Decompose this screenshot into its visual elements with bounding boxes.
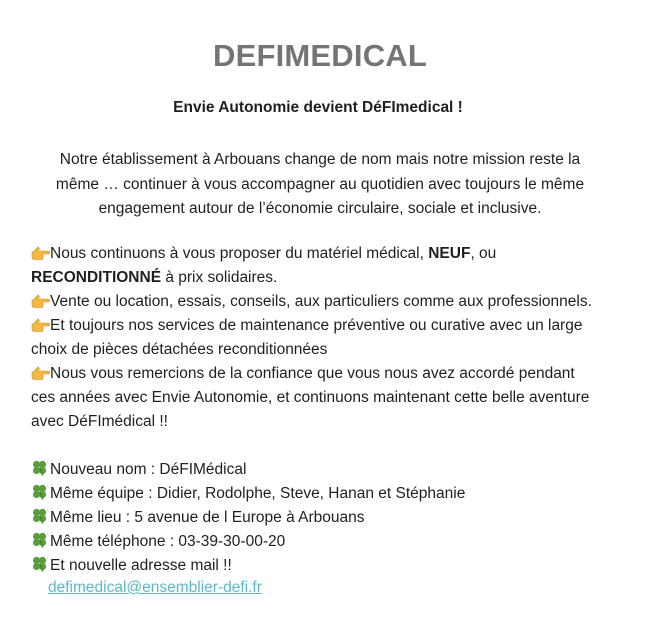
contact-item-place: Même lieu : 5 avenue de l Europe à Arbouans [31, 506, 651, 530]
points-list [31, 242, 651, 434]
point-item-cont: choix de pièces détachées reconditionnées [31, 341, 328, 358]
intro-line: même … continuer à vous accompagner au quotidien avec toujours le même [55, 175, 585, 193]
contact-item-name: Nouveau nom : DéFIMédical [31, 458, 651, 482]
email-link-wrapper [48, 579, 262, 597]
pointing-hand-icon [31, 316, 50, 332]
contact-item-team: Même équipe : Didier, Rodolphe, Steve, Hanan et Stéphanie [31, 482, 651, 506]
contact-item-phone: Même téléphone : 03-39-30-00-20 [31, 530, 651, 554]
point-item: Nous continuons à vous proposer du matériel médical, NEUF, ou [31, 242, 651, 266]
four-leaf-clover-icon [31, 459, 50, 476]
page-title: DEFIMEDICAL [212, 38, 428, 73]
four-leaf-clover-icon [31, 531, 50, 548]
intro-line: engagement autour de l’économie circulaire, sociale et inclusive. [98, 200, 542, 217]
pointing-hand-icon [31, 364, 50, 380]
page-subtitle: Envie Autonomie devient DéFImedical ! [173, 99, 463, 116]
four-leaf-clover-icon [31, 507, 50, 524]
point-item: Et toujours nos services de maintenance préventive ou curative avec un large [31, 314, 651, 338]
contact-list [31, 458, 651, 578]
email-link[interactable]: defimedical@ensemblier-defi.fr [48, 579, 262, 596]
pointing-hand-icon [31, 244, 50, 260]
point-item: Nous vous remercions de la confiance que vous nous avez accordé pendant [31, 362, 651, 386]
four-leaf-clover-icon [31, 555, 50, 572]
point-item: Vente ou location, essais, conseils, aux particuliers comme aux professionnels. [31, 290, 651, 314]
neuf-label: NEUF [428, 245, 471, 262]
reconditionne-label: RECONDITIONNÉ [31, 269, 162, 286]
four-leaf-clover-icon [31, 483, 50, 500]
intro-line: Notre établissement à Arbouans change de nom mais notre mission reste la [59, 151, 581, 168]
pointing-hand-icon [31, 292, 50, 308]
intro-paragraph [40, 148, 600, 222]
contact-item-mail: Et nouvelle adresse mail !! [31, 554, 651, 578]
point-item-cont: RECONDITIONNÉ à prix solidaires. [31, 269, 278, 286]
point-item-cont: avec DéFImédical !! [31, 413, 168, 430]
point-item-cont: ces années avec Envie Autonomie, et continuons maintenant cette belle aventure [31, 389, 590, 406]
